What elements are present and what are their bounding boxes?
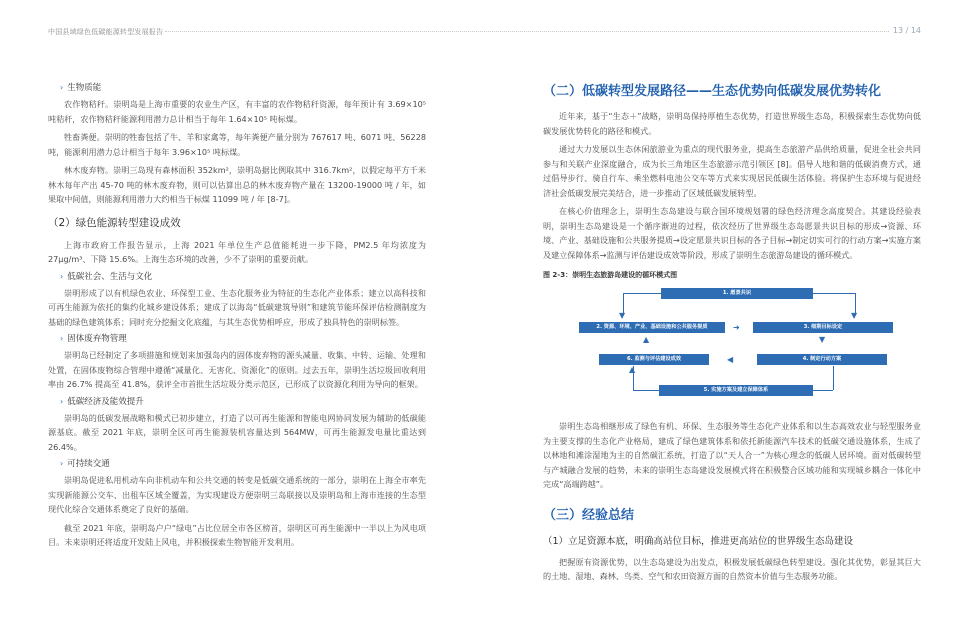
paragraph: 把握原有资源优势，以生态岛建设为出发点，积极发展低碳绿色转型建设。强化其优势，彰显其巨大的土地、湿地、森林、鸟类、空气和农田资源方面的自然资本价值与生态服务功能。	[543, 556, 921, 581]
figure-caption: 图 2-3：崇明生态旅游岛建设的循环模式图	[543, 271, 678, 279]
paragraph: 崇明岛促进私用机动车向非机动车和公共交通的转变是低碳交通系统的一部分，崇明在上海全市率先实现新能源公交车、出租车区域全覆盖，为实现建设方便崇明三岛联接以及崇明岛和上海市连接的生态型现代化综合交通体系奠定了良好的基础。	[48, 475, 426, 514]
section-heading: （三）经验总结	[543, 507, 635, 523]
bullet-heading-text: 固体废弃物管理	[67, 334, 127, 344]
bullet-arrow-icon: ›	[60, 271, 64, 281]
paragraph: 崇明形成了以有机绿色农业、环保型工业、生态化服务业为特征的生态化产业体系；建立以高科技和可再生能源为依托的集约化城乡建设体系；建成了以海岛“低碳建筑导则”和建筑节能环保评估检测制度为基础的绿色建筑体系；同时充分挖掘文化底蕴，与其生态优势相呼应，形成了独具特色的崇明标签。	[48, 287, 426, 327]
bullet-arrow-icon: ›	[60, 83, 64, 92]
page-number: 13 / 14	[892, 26, 921, 35]
arrow-up-icon: ▲	[643, 335, 650, 344]
diagram-node-2: 2. 资源、环境、产业、基础设施和公共服务提质	[579, 322, 725, 333]
arrow-down-icon: ▼	[619, 311, 626, 320]
bullet-arrow-icon: ›	[60, 459, 64, 468]
paragraph: 通过大力发展以生态休闲旅游业为重点的现代服务业，提高生态旅游产品供给质量，促进全社会共同参与和关联产业深度融合，成为长三角地区生态旅游示范引领区 [8]。倡导人地和谐的低碳消费方式，通过倡导步行、骑自行车、乘坐燃料电池公交车等方式来实现居民低碳生活体验。将保护生态环境与促进经济社会低碳发展完美结合，进一步推动了区域低碳发展转型。	[543, 144, 921, 198]
bullet-heading	[60, 396, 426, 408]
diagram-connector	[633, 390, 659, 391]
cycle-diagram	[543, 286, 921, 411]
bullet-heading-text: 生物质能	[67, 83, 102, 93]
paragraph: 截至 2021 年底，崇明岛户户“绿电”占比位居全市各区榜首，崇明区可再生能源中一半以上为风电项目。未来崇明还将适度开发陆上风电，并积极探索生物智能开发利用。	[48, 522, 426, 547]
arrow-right-icon: ➜	[733, 323, 740, 332]
subsection-heading: （2）绿色能源转型建设成效	[48, 216, 181, 229]
header-divider	[165, 31, 889, 32]
diagram-connector	[623, 293, 661, 294]
paragraph: 农作物秸秆。崇明岛是上海市重要的农业生产区，有丰富的农作物秸秆资源，每年预计有 3.69×10⁵ 吨秸秆，农作物秸秆能源利用潜力总计相当于每年 1.64×10⁵ 吨标煤。	[48, 99, 426, 124]
bullet-arrow-icon: ›	[60, 334, 64, 343]
diagram-node-4: 4. 制定行动方案	[757, 354, 887, 365]
arrow-up-icon: ▲	[629, 365, 636, 374]
bullet-heading	[60, 82, 426, 94]
diagram-node-6: 6. 监测与评估建设成效	[599, 354, 709, 365]
subsection-heading: （1）立足资源本底，明确高站位目标，推进更高站位的世界级生态岛建设	[543, 535, 854, 547]
diagram-node-3: 3. 细期目标设定	[753, 322, 893, 333]
paragraph: 牲畜粪便。崇明的牲畜包括了牛、羊和家禽等，每年粪便产量分别为 767617 吨、6071 吨、56228 吨，能源利用潜力总计相当于每年 3.96×10⁵ 吨标煤。	[48, 132, 426, 157]
paragraph: 崇明岛已经制定了多项措施和规划来加强岛内的固体废弃物的源头减量、收集、中转、运输、处理和处置，在固体废物综合管理中遵循“减量化、无害化、资源化”的原则。过去五年，崇明生活垃圾回收利用率由 26.7% 提高至 41.8%，获评全市首批生活垃圾分类示范区，已形成了以资源化利用为导向的框架。	[48, 350, 426, 389]
diagram-node-1: 1. 愿景共识	[661, 288, 813, 299]
bullet-heading-text: 低碳社会、生活与文化	[67, 271, 153, 282]
left-column	[48, 78, 426, 554]
arrow-left-icon: ◀	[727, 355, 734, 364]
bullet-heading-text: 低碳经济及能效提升	[67, 396, 144, 407]
bullet-heading	[60, 458, 426, 470]
section-heading: （二）低碳转型发展路径——生态优势向低碳发展优势转化	[543, 84, 882, 99]
arrow-down-icon: ▼	[819, 335, 826, 344]
paragraph: 近年来，基于“生态＋”战略，崇明岛保持厚植生态优势，打造世界级生态岛，积极探索生态优势向低碳发展优势转化的路径和模式。	[543, 111, 921, 136]
arrow-down-icon: ▼	[851, 311, 858, 320]
paragraph: 崇明生态岛相继形成了绿色有机、环保、生态服务等生态化产业体系和以生态高效农业与轻型服务业为主要支撑的生态化产业格局，建成了绿色建筑体系和依托新能源汽车技术的低碳交通设施体系，生成了以林地和滩涂湿地为主的自然碳汇系统，打造了以“天人合一”为核心理念的低碳人居环境。面对低碳转型与产城融合发展的趋势，未来的崇明生态岛建设发展模式将在积极整合区域功能和实现城乡耦合一体化中完成“高端跨越”。	[543, 421, 921, 489]
paragraph: 在核心价值理念上，崇明生态岛建设与联合国环境规划署的绿色经济理念高度契合。其建设经验表明，崇明生态岛建设是一个循序渐进的过程，依次经历了世界级生态岛愿景共识目标的形成→资源、环境、产业、基础设施和公共服务提质→设定愿景共识目标的各子目标→制定切实可行的行动方案→实施方案及建立保障体系→监测与评估建设成效等阶段，形成了崇明生态旅游岛建设的循环模式。	[543, 206, 921, 260]
diagram-connector	[833, 366, 834, 390]
paragraph: 崇明岛的低碳发展战略和模式已初步建立，打造了以可再生能源和智能电网协同发展为辅助的低碳能源基底。截至 2021 年底，崇明全区可再生能源装机容量达到 564MW，可再生能源发电量比重达到 26.4%。	[48, 412, 426, 452]
right-column	[543, 80, 921, 588]
header-title: 中国县域绿色低碳能源转型发展报告	[48, 28, 164, 36]
diagram-connector	[623, 293, 624, 313]
bullet-heading	[60, 271, 426, 283]
diagram-connector	[855, 293, 856, 313]
bullet-heading-text: 可持续交通	[67, 459, 110, 469]
diagram-connector	[813, 390, 833, 391]
paragraph: 上海市政府工作报告显示，上海 2021 年单位生产总值能耗进一步下降，PM2.5 年均浓度为 27μg/m³、下降 15.6%。上海生态环境的改善，少不了崇明的重要贡献。	[48, 239, 426, 264]
bullet-arrow-icon: ›	[60, 396, 64, 406]
paragraph: 林木废弃物。崇明三岛现有森林面积 352km²，崇明岛据比例取其中 316.7km²，以假定每平方千米林木每年产出 45-70 吨的林木废弃物，则可以估算出总的林木废弃物产量在 13200-19000 吨 / 年，如果取中间值，则能源利用潜力大约相当于标煤 11099 吨 / 年 [8-7]。	[48, 165, 426, 204]
diagram-connector	[813, 293, 855, 294]
bullet-heading	[60, 333, 426, 345]
diagram-node-5: 5. 实施方案及建立保障体系	[659, 385, 813, 396]
